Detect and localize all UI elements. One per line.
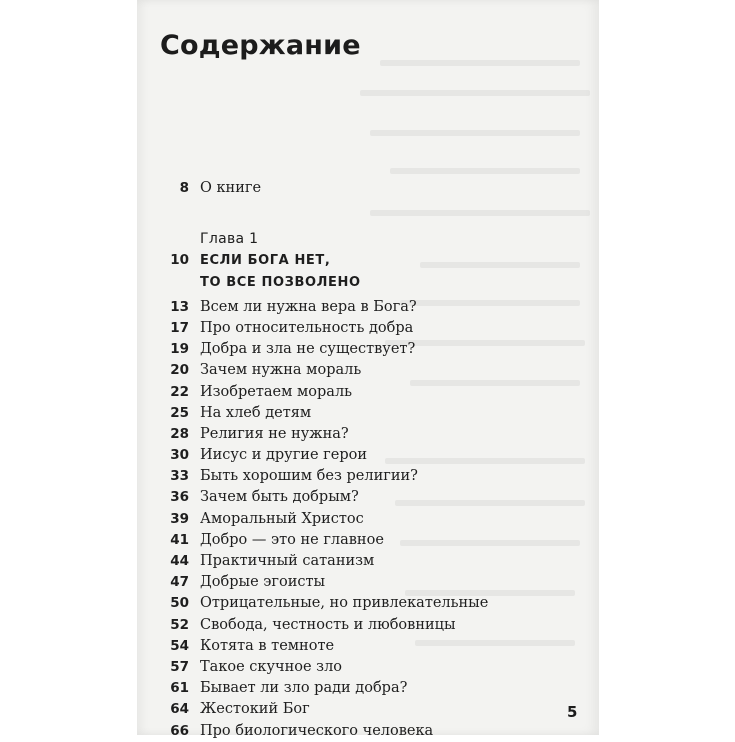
toc-entry-label: О книге: [200, 180, 262, 196]
toc-page-number: 13: [170, 298, 189, 315]
chapter-title-line2: ТО ВСЕ ПОЗВОЛЕНО: [200, 274, 361, 290]
chapter-label: Глава 1: [200, 231, 259, 248]
toc-list: [165, 178, 489, 742]
toc-entry[interactable]: [165, 657, 465, 678]
toc-page-number: 36: [170, 489, 189, 506]
toc-page-number: 52: [170, 616, 189, 633]
toc-entry-label: Жестокий Бог: [200, 701, 310, 718]
toc-entry[interactable]: [165, 593, 489, 614]
toc-page-number: 57: [170, 658, 189, 675]
toc-entry-label: Зачем быть добрым?: [200, 489, 359, 506]
toc-entry[interactable]: [165, 424, 465, 445]
toc-entry[interactable]: [165, 403, 465, 424]
toc-page-number: 50: [170, 595, 189, 612]
toc-entry-label: Практичный сатанизм: [200, 553, 375, 569]
toc-entry[interactable]: [165, 445, 465, 466]
toc-entry[interactable]: [165, 318, 465, 339]
toc-entry-intro[interactable]: [165, 178, 465, 199]
toc-page-number: 33: [170, 468, 189, 485]
toc-entry[interactable]: [165, 360, 465, 381]
toc-entry-chapter-title[interactable]: [165, 250, 465, 271]
chapter-title-continuation: [165, 272, 465, 293]
toc-page-number: 10: [170, 252, 189, 269]
page-title: Содержание: [160, 30, 361, 61]
toc-page-number: 44: [170, 553, 189, 569]
toc-entry[interactable]: [165, 615, 465, 636]
toc-page-number: 22: [170, 383, 189, 400]
toc-entry-label: Иисус и другие герои: [200, 447, 368, 464]
toc-page-number: 28: [170, 425, 189, 442]
chapter-title-line1: ЕСЛИ БОГА НЕТ,: [200, 253, 331, 269]
toc-entry-label: Такое скучное зло: [200, 658, 343, 675]
toc-entries: [165, 297, 489, 742]
toc-entry-label: Про относительность добра: [200, 319, 414, 336]
toc-page-number: 41: [170, 531, 189, 548]
toc-entry[interactable]: [165, 721, 465, 742]
toc-entry[interactable]: [165, 678, 465, 699]
toc-entry[interactable]: [165, 466, 465, 487]
toc-page-number: 54: [170, 637, 189, 654]
toc-entry-label: Добра и зла не существует?: [200, 341, 416, 358]
toc-page-number: 17: [170, 319, 189, 336]
toc-page-number: 47: [170, 574, 189, 591]
toc-page-number: 19: [170, 341, 189, 358]
chapter-heading: [165, 229, 465, 250]
toc-entry-label: Быть хорошим без религии?: [200, 468, 418, 485]
toc-page-number: 64: [170, 701, 189, 718]
toc-page-number: 39: [170, 510, 189, 527]
toc-entry[interactable]: [165, 530, 465, 551]
toc-entry[interactable]: [165, 382, 465, 403]
toc-entry[interactable]: [165, 572, 465, 593]
toc-entry-label: Изобретаем мораль: [200, 383, 353, 400]
toc-page-number: 66: [170, 722, 189, 739]
page-number: 5: [567, 703, 578, 721]
toc-entry-label: На хлеб детям: [200, 404, 312, 421]
toc-entry[interactable]: [165, 699, 465, 720]
toc-page-number: 61: [170, 680, 189, 697]
toc-page-number: 30: [170, 447, 189, 464]
toc-entry-label: Добро — это не главное: [200, 531, 384, 548]
toc-page-number: 8: [179, 180, 189, 196]
toc-entry-label: Всем ли нужна вера в Бога?: [200, 298, 417, 315]
toc-entry-label: Про биологического человека: [200, 722, 434, 739]
toc-entry[interactable]: [165, 551, 465, 572]
toc-entry[interactable]: [165, 636, 465, 657]
toc-entry-label: Добрые эгоисты: [200, 574, 326, 591]
toc-page-number: 25: [170, 404, 189, 421]
toc-entry-label: Бывает ли зло ради добра?: [200, 680, 408, 697]
toc-entry[interactable]: [165, 339, 465, 360]
toc-entry-label: Религия не нужна?: [200, 425, 349, 442]
toc-page-number: 20: [170, 362, 189, 379]
toc-entry-label: Свобода, честность и любовницы: [200, 616, 456, 633]
toc-entry[interactable]: [165, 297, 465, 318]
toc-entry-label: Отрицательные, но привлекательные: [200, 595, 489, 612]
toc-entry[interactable]: [165, 487, 465, 508]
toc-entry-label: Котята в темноте: [200, 637, 335, 654]
toc-entry-label: Зачем нужна мораль: [200, 362, 362, 379]
toc-entry-label: Аморальный Христос: [200, 510, 364, 527]
toc-entry[interactable]: [165, 509, 465, 530]
